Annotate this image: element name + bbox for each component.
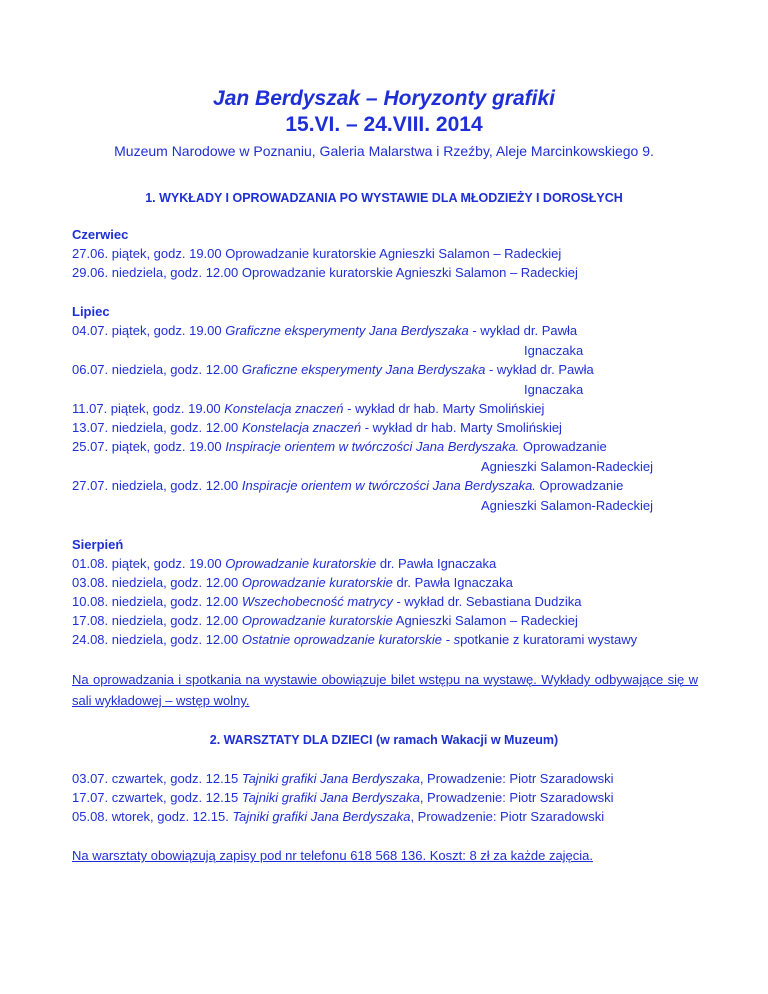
section-1-ticket-note: Na oprowadzania i spotkania na wystawie obowiązuje bilet wstępu na wystawę. Wykłady odbywające się w sali wykładowej – wstęp wolny.	[72, 672, 698, 708]
event-line: 03.08. niedziela, godz. 12.00 Oprowadzanie kuratorskie dr. Pawła Ignaczaka	[72, 575, 513, 590]
event-line: 04.07. piątek, godz. 19.00 Graficzne eksperymenty Jana Berdyszaka - wykład dr. Pawła	[72, 323, 578, 338]
event-line: 06.07. niedziela, godz. 12.00 Graficzne eksperymenty Jana Berdyszaka - wykład dr. Pawła	[72, 362, 594, 377]
exhibition-dates: 15.VI. – 24.VIII. 2014	[285, 113, 483, 136]
event-line-continuation: Agnieszki Salamon-Radeckiej	[481, 459, 653, 474]
event-line: 25.07. piątek, godz. 19.00 Inspiracje orientem w twórczości Jana Berdyszaka. Oprowadzanie	[72, 439, 607, 454]
event-line-continuation: Agnieszki Salamon-Radeckiej	[481, 498, 653, 513]
event-line: 10.08. niedziela, godz. 12.00 Wszechobecność matrycy - wykład dr. Sebastiana Dudzika	[72, 594, 582, 609]
exhibition-title: Jan Berdyszak – Horyzonty grafiki	[213, 87, 555, 110]
event-line: 29.06. niedziela, godz. 12.00 Oprowadzanie kuratorskie Agnieszki Salamon – Radeckiej	[72, 265, 578, 280]
exhibition-venue: Muzeum Narodowe w Poznaniu, Galeria Malarstwa i Rzeźby, Aleje Marcinkowskiego 9.	[114, 143, 654, 159]
event-line: 17.08. niedziela, godz. 12.00 Oprowadzanie kuratorskie Agnieszki Salamon – Radeckiej	[72, 613, 578, 628]
event-line: 13.07. niedziela, godz. 12.00 Konstelacja znaczeń - wykład dr hab. Marty Smolińskiej	[72, 420, 562, 435]
section-2-signup-note: Na warsztaty obowiązują zapisy pod nr telefonu 618 568 136. Koszt: 8 zł za każde zajęcia.	[72, 848, 594, 863]
month-july: Lipiec	[72, 304, 110, 319]
event-line: 27.07. niedziela, godz. 12.00 Inspiracje orientem w twórczości Jana Berdyszaka. Oprowadzanie	[72, 478, 624, 493]
event-line: 01.08. piątek, godz. 19.00 Oprowadzanie kuratorskie dr. Pawła Ignaczaka	[72, 556, 497, 571]
section-1-heading: 1. WYKŁADY I OPROWADZANIA PO WYSTAWIE DLA MŁODZIEŻY I DOROSŁYCH	[145, 191, 623, 205]
event-line: 24.08. niedziela, godz. 12.00 Ostatnie oprowadzanie kuratorskie - spotkanie z kuratorami wystawy	[72, 632, 638, 647]
workshop-line: 03.07. czwartek, godz. 12.15 Tajniki grafiki Jana Berdyszaka, Prowadzenie: Piotr Szaradowski	[72, 771, 614, 786]
event-line: 27.06. piątek, godz. 19.00 Oprowadzanie kuratorskie Agnieszki Salamon – Radeckiej	[72, 246, 562, 261]
event-line-continuation: Ignaczaka	[524, 382, 584, 397]
section-2-heading: 2. WARSZTATY DLA DZIECI (w ramach Wakacji w Muzeum)	[209, 733, 559, 747]
workshop-line: 17.07. czwartek, godz. 12.15 Tajniki grafiki Jana Berdyszaka, Prowadzenie: Piotr Szaradowski	[72, 790, 614, 805]
month-june: Czerwiec	[72, 227, 129, 242]
workshop-line: 05.08. wtorek, godz. 12.15. Tajniki grafiki Jana Berdyszaka, Prowadzenie: Piotr Szaradowski	[72, 809, 605, 824]
event-line: 11.07. piątek, godz. 19.00 Konstelacja znaczeń - wykład dr hab. Marty Smolińskiej	[72, 401, 545, 416]
month-august: Sierpień	[72, 537, 124, 552]
event-line-continuation: Ignaczaka	[524, 343, 584, 358]
